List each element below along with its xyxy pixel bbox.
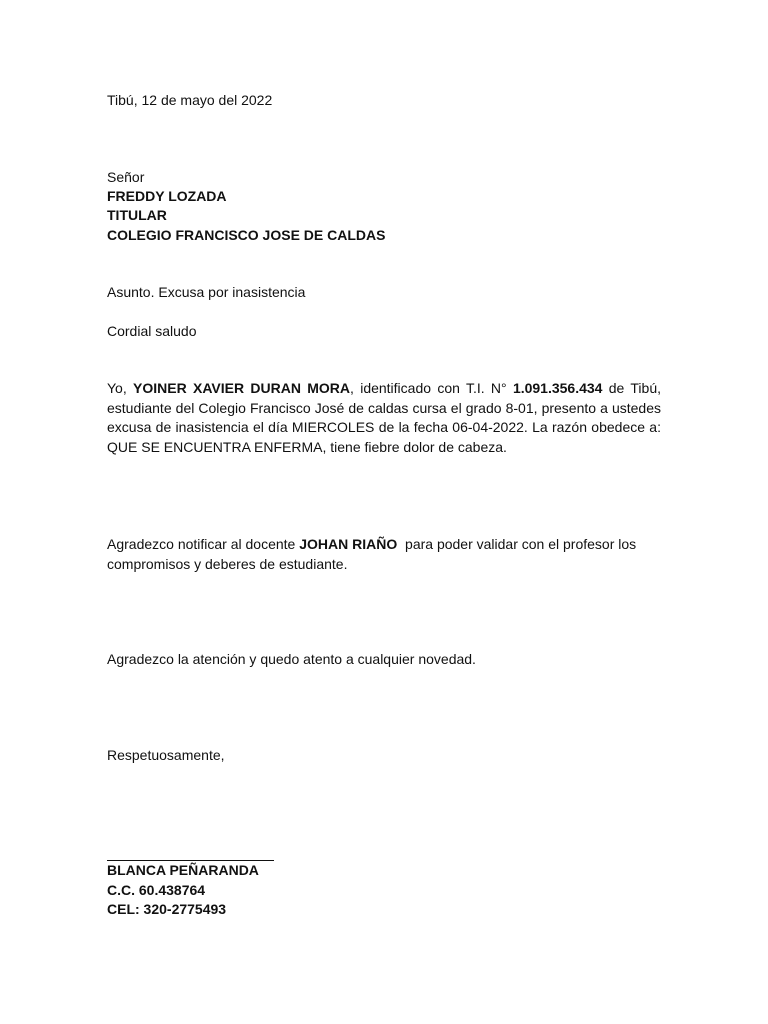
subject-line: Asunto. Excusa por inasistencia bbox=[107, 284, 306, 300]
recipient-institution: COLEGIO FRANCISCO JOSE DE CALDAS bbox=[107, 227, 386, 243]
student-id-number: 1.091.356.434 bbox=[512, 380, 603, 396]
greeting: Cordial saludo bbox=[107, 323, 197, 339]
recipient-salutation: Señor bbox=[107, 169, 145, 185]
teacher-name: JOHAN RIAÑO bbox=[299, 536, 398, 552]
recipient-name: FREDDY LOZADA bbox=[107, 188, 227, 204]
signature-name: BLANCA PEÑARANDA bbox=[107, 862, 259, 878]
student-name: YOINER XAVIER DURAN MORA bbox=[133, 380, 351, 396]
signature-cc: C.C. 60.438764 bbox=[107, 882, 206, 898]
body-paragraph-notify: Agradezco notificar al docente JOHAN RIAÑO para poder validar con el profesor los compromisos y deberes de estudiante. bbox=[107, 536, 641, 572]
place-date: Tibú, 12 de mayo del 2022 bbox=[107, 92, 273, 108]
signature-cel: CEL: 320-2775493 bbox=[107, 901, 227, 917]
recipient-title: TITULAR bbox=[107, 207, 167, 223]
body-paragraph-excuse: Yo, YOINER XAVIER DURAN MORA, identificado con T.I. N° 1.091.356.434 de Tibú, estudiante del Colegio Francisco José de caldas cursa el grado 8-01, presento a ustedes excusa de inasistencia el día MIERCOLES de la fecha 06-04-2022. La razón obedece a: QUE SE ENCUENTRA ENFERMA, tiene fiebre dolor de cabeza. bbox=[107, 380, 661, 455]
closing: Respetuosamente, bbox=[107, 747, 225, 763]
body-paragraph-thanks: Agradezco la atención y quedo atento a cualquier novedad. bbox=[107, 651, 476, 667]
